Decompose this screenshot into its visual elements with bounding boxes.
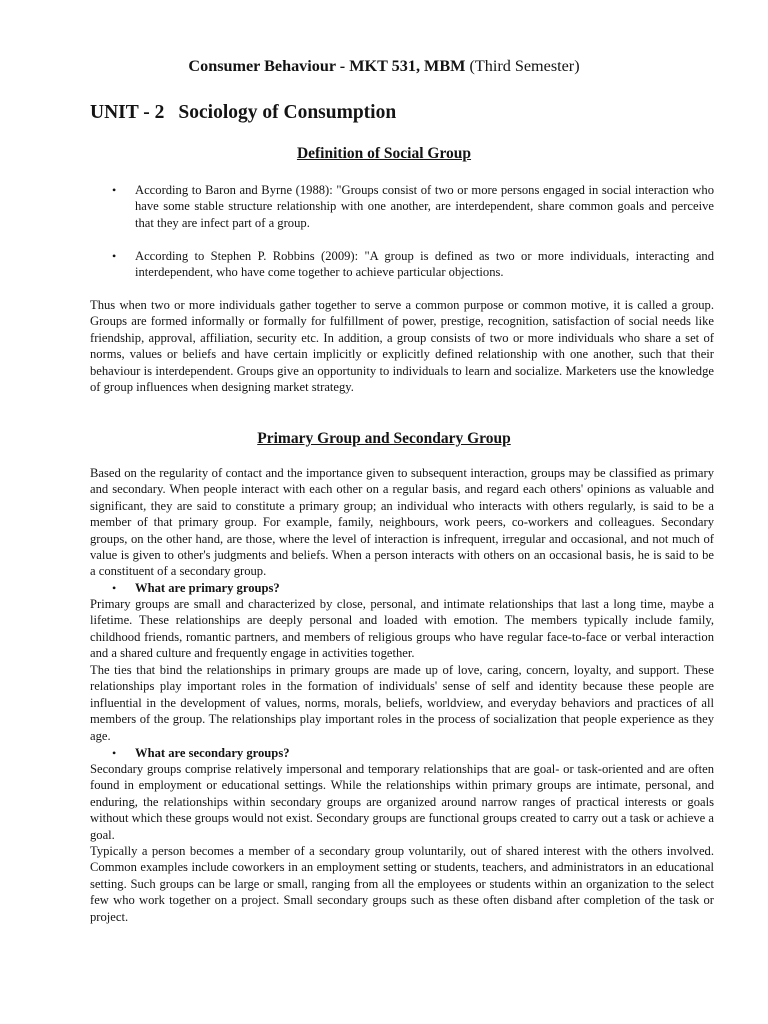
definition-paragraph: Thus when two or more individuals gather together to serve a common purpose or common motive, it is called a group. Groups are formed informally or formally for fulfillment of power, prestige, recognition, satisfaction of social needs like friendship, approval, affiliation, security etc. In addition, a group consists of two or more individuals who share a set of norms, values or beliefs and have certain implicitly or explicitly defined relationship with one another, such that their behaviour is interdependent. Groups give an opportunity to individuals to learn and socialize. Marketers use the knowledge of group influences when designing market strategy. (90, 298, 714, 395)
course-header (0, 56, 768, 76)
bullet-text: According to Baron and Byrne (1988): "Groups consist of two or more persons engaged in social interaction who have some stable structure relationship with one another, are interdependent, share common goals and perceive that they are infect part of a group. (135, 183, 714, 230)
primary-groups-paragraph-1: Primary groups are small and characterized by close, personal, and intimate relationships that last a long time, maybe a lifetime. These relationships are deeply personal and loaded with emotion. The members typically include family, childhood friends, romantic partners, and members of religious groups who have regular face-to-face or verbal interaction and a shared culture and frequently engage in activities together. (90, 597, 714, 661)
unit-number: UNIT - 2 (90, 102, 165, 123)
subheading-text: What are secondary groups? (135, 746, 290, 760)
primary-groups-paragraph-2: The ties that bind the relationships in primary groups are made up of love, caring, concern, loyalty, and support. These relationships play important roles in the formation of individuals' sense of self and identity because these people are influential in the development of values, norms, morals, beliefs, worldview, and everyday behaviors and practices of all members of the group. The relationships play important roles in the process of socialization that people experience as they age. (90, 663, 714, 743)
definition-bullets-2 (112, 248, 714, 281)
section-heading-definition: Definition of Social Group (296, 145, 472, 162)
unit-name: Sociology of Consumption (178, 102, 397, 123)
secondary-groups-paragraph-2: Typically a person becomes a member of a secondary group voluntarily, out of shared interest with the others involved. Common examples include coworkers in an employment setting or students, teachers, and administrators in an educational setting. Such groups can be large or small, ranging from all the employees or students within an organization to the select few who work together on a project. Small secondary groups such as these often disband after completion of the task or project. (90, 844, 714, 924)
secondary-groups-paragraph-1: Secondary groups comprise relatively impersonal and temporary relationships that are goal- or task-oriented and are often found in employment or educational settings. While the relationships within primary groups are intimate, personal, and enduring, the relationships within secondary groups are organized around narrow ranges of practical interests or goals without which these groups would not exist. Secondary groups are functional groups created to carry out a task or achieve a goal. (90, 762, 714, 842)
list-item (112, 182, 714, 231)
list-item (112, 248, 714, 281)
course-semester: (Third Semester) (469, 57, 580, 75)
bullet-icon: • (112, 183, 117, 197)
subheading-text: What are primary groups? (135, 581, 280, 595)
subheading-secondary-groups (112, 745, 290, 761)
bullet-icon: • (112, 249, 117, 263)
subheading-primary-groups (112, 580, 280, 596)
bullet-icon: • (112, 581, 117, 595)
primary-secondary-intro: Based on the regularity of contact and the importance given to subsequent interaction, groups may be classified as primary and secondary. When people interact with each other on a regular basis, and regard each others' opinions as valuable and significant, they are said to constitute a primary group; an individual who interacts with others regularly, is said to be a member of that primary group. For example, family, neighbours, work peers, co-workers and colleagues. Secondary groups, on the other hand, are those, where the level of interaction is infrequent, irregular and occasional, and not much of value is given to other's judgments and beliefs. When a person interacts with others on an occasional basis, he is said to be a constituent of a secondary group. (90, 466, 714, 579)
course-code: Consumer Behaviour - MKT 531, MBM (188, 57, 466, 75)
unit-title (90, 100, 396, 126)
section-heading-primary-secondary: Primary Group and Secondary Group (257, 430, 511, 447)
definition-bullets (112, 182, 714, 231)
bullet-icon: • (112, 746, 117, 760)
bullet-text: According to Stephen P. Robbins (2009): "A group is defined as two or more individuals, interacting and interdependent, who have come together to achieve particular objections. (135, 249, 714, 280)
